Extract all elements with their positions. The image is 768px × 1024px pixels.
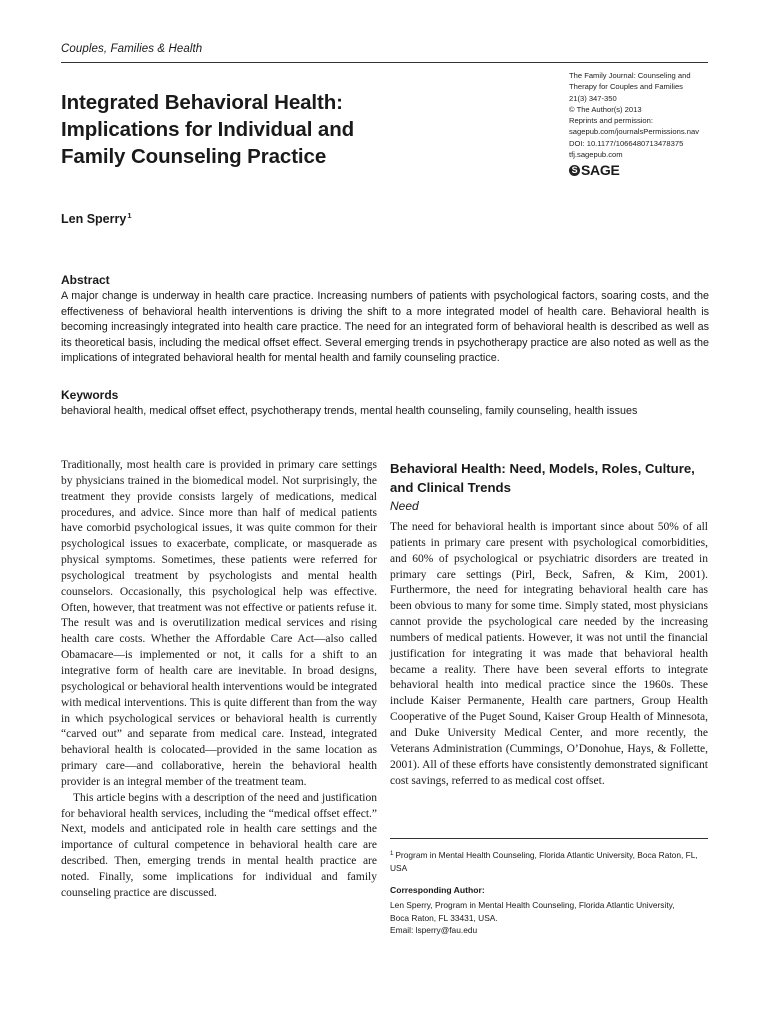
journal-section-label: Couples, Families & Health <box>61 43 203 55</box>
title-line-1: Integrated Behavioral Health: <box>61 91 343 114</box>
journal-volume: 21(3) 347-350 <box>569 93 617 103</box>
section-heading: Behavioral Health: Need, Models, Roles, Culture, and Clinical Trends <box>390 461 695 495</box>
article-title <box>61 89 461 170</box>
author-affiliation-mark: 1 <box>127 211 132 220</box>
reprints-label: Reprints and permission: <box>569 116 653 126</box>
intro-paragraph-1: Traditionally, most health care is provided in primary care settings by physicians trained in the biomedical model. Not surprisingly, the treatment they provide consists largely of medications, medical procedures, and advice. Since more than half of medical patients have comorbid psychological issues, it was quite common for their psychological issues to exacerbate, complicate, or masquerade as physical symptoms. Sometimes, these patients were referred for psychological treatment by psychologists and mental health counselors. Occasionally, this psychological help was effective. Often, however, that treatment was not effective or patients refuse it. The result was and is overutilization medical services and rising health care costs. Whether the Affordable Care Act—also called Obamacare—is implemented or not, it calls for a shift to an integrative form of health care are inevitable. In broad designs, psychological or behavioral health interventions would be integrated with medical interventions. This is quite different than from the way in which psychological services or behavioral health is currently “carved out” and separate from medical care. Instead, integrated behavioral health is colocated—provided in the same location as primary care—and collaborative, herein the behavioral health provider is an integral member of the treatment team. <box>61 459 377 788</box>
doi-line[interactable]: DOI: 10.1177/1066480713478375 <box>569 138 684 148</box>
corresponding-author-heading: Corresponding Author: <box>390 885 485 895</box>
title-line-3: Family Counseling Practice <box>61 145 327 168</box>
need-paragraph: The need for behavioral health is important since about 50% of all patients in primary care present with psychological comorbidities, and 60% of psychological or psychiatric disorders are treated in primary care settings (Pirl, Beck, Safren, & Kim, 2001). Furthermore, the need for integrating behavioral health care has been obvious to many for some time. Simply stated, most physicians cannot provide the psychological care needed by the increasing numbers of medical patients. However, it was not until the financial justification for integrating it was made that behavioral health became a reality. There have been several efforts to integrate behavioral health into medical practice since the 1960s. These include Kaiser Permanente, Health care partners, Group Health Cooperative of the Puget Sound, Kaiser Group Health of Minnesota, and Duke University Medical Center, and more recently, the Veterans Administration (Cummings, O’Donohue, Hays, & Follette, 2001). All of these efforts have consistently demonstrated significant cost savings, referred to as medical cost offset. <box>390 521 708 787</box>
subsection-heading: Need <box>390 499 419 513</box>
sage-logo <box>569 162 619 178</box>
footnote-affiliation-text: Program in Mental Health Counseling, Florida Atlantic University, Boca Raton, FL, USA <box>390 850 698 873</box>
author-name: Len Sperry <box>61 212 127 226</box>
permissions-link[interactable]: sagepub.com/journalsPermissions.nav <box>569 127 700 137</box>
footnote-rule <box>390 838 708 839</box>
intro-column <box>61 458 377 902</box>
footnote-mark: 1 <box>390 851 394 857</box>
footnote-affiliation <box>390 848 710 874</box>
author-line <box>61 211 131 226</box>
abstract-heading: Abstract <box>61 273 110 287</box>
publisher-name: SAGE <box>581 162 620 178</box>
journal-url[interactable]: tfj.sagepub.com <box>569 150 623 160</box>
keywords-heading: Keywords <box>61 388 119 402</box>
corresponding-author-line-2: Boca Raton, FL 33431, USA. <box>390 912 498 923</box>
corresponding-author-details <box>390 899 710 937</box>
keywords-text: behavioral health, medical offset effect, psychotherapy trends, mental health counseling, family counseling, health issues <box>61 405 638 417</box>
corresponding-author-line-1: Len Sperry, Program in Mental Health Counseling, Florida Atlantic University, <box>390 900 675 910</box>
journal-name-line-1: The Family Journal: Counseling and <box>569 71 691 80</box>
sage-logo-icon: S <box>569 165 580 176</box>
journal-info-block <box>569 70 719 160</box>
copyright-line: © The Author(s) 2013 <box>569 104 642 114</box>
title-line-2: Implications for Individual and <box>61 118 355 141</box>
intro-paragraph-2: This article begins with a description of the need and justification for behavioral health services, including the “medical offset effect.” Next, models and anticipated role in health care settings and the importance of cultural competence in behavioral health care are described. Then, emerging trends in mental health practice are noted. Finally, some implications for individual and family counseling practice are discussed. <box>61 791 377 899</box>
header-rule <box>61 62 708 63</box>
corresponding-author-email[interactable]: Email: lsperry@fau.edu <box>390 925 478 935</box>
abstract-text: A major change is underway in health care practice. Increasing numbers of patients with psychological factors, soaring costs, and the effectiveness of behavioral health interventions is driving the shift to a more integrated model of health care. Behavioral health is becoming increasingly integrated into health care practice. The need for an integrated form of behavioral health is described as well as its theoretical basis, including the medical offset effect. Several emerging trends in psychotherapy practice are also noted as well as the implications of integrated behavioral health for mental health and family counseling practice. <box>61 290 709 365</box>
journal-name-line-2: Therapy for Couples and Families <box>569 82 683 92</box>
